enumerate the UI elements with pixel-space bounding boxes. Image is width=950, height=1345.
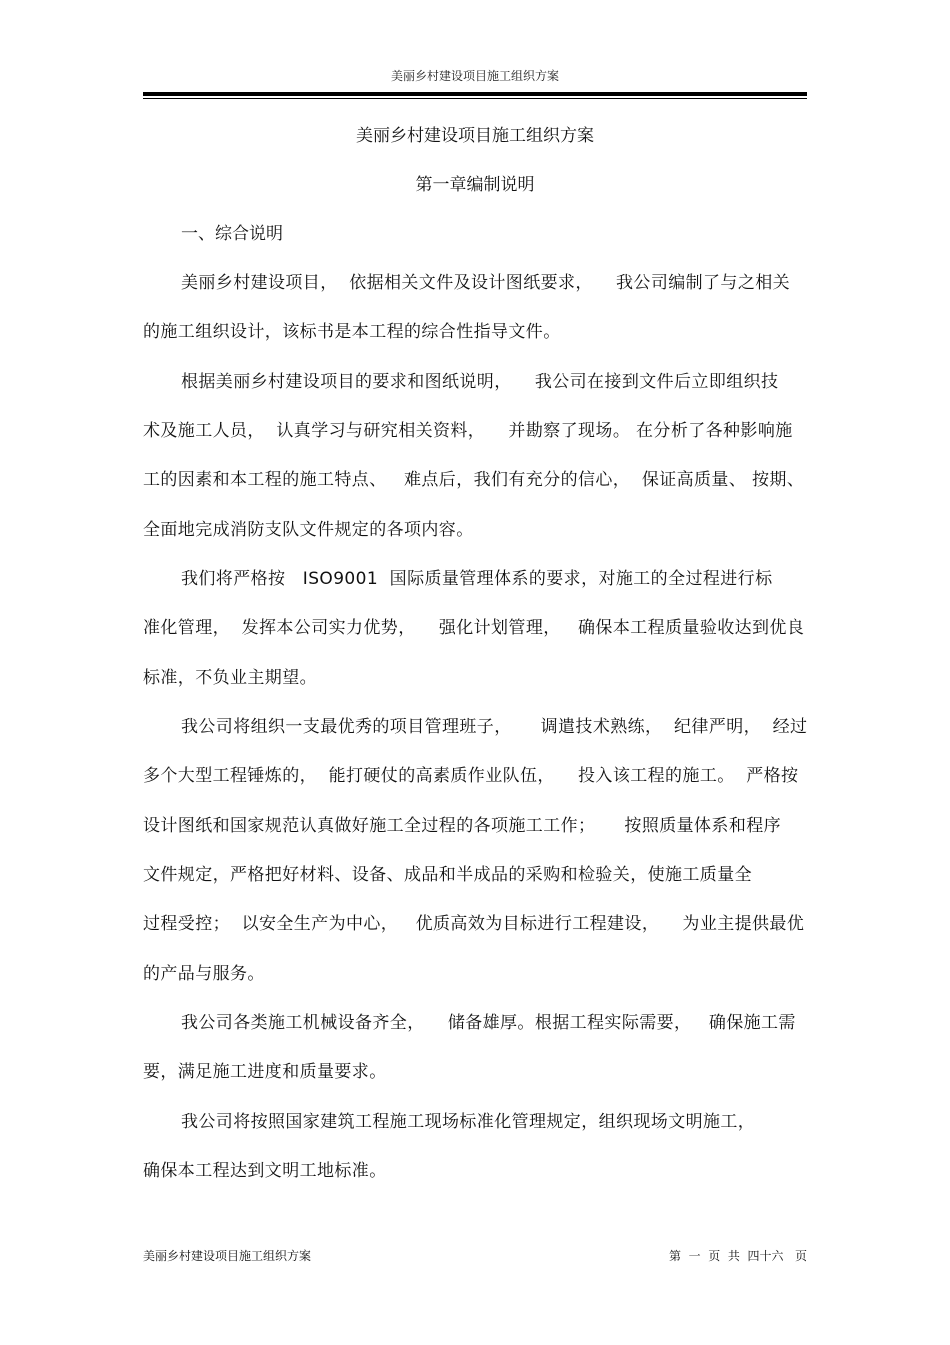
chapter-title: 第一章编制说明 [415, 175, 535, 195]
body-line: 根据美丽乡村建设项目的要求和图纸说明， 我公司在接到文件后立即组织技 [181, 372, 779, 392]
body-line: 要，满足施工进度和质量要求。 [143, 1062, 387, 1082]
body-line: 全面地完成消防支队文件规定的各项内容。 [143, 520, 474, 540]
body-line: 设计图纸和国家规范认真做好施工全过程的各项施工工作； 按照质量体系和程序 [143, 816, 782, 836]
body-line: 多个大型工程锤炼的， 能打硬仗的高素质作业队伍， 投入该工程的施工。 严格按 [143, 766, 799, 786]
body-line: 我公司将按照国家建筑工程施工现场标准化管理规定，组织现场文明施工， [181, 1112, 756, 1132]
footer-page-number: 第 一 页 共 四十六 页 [669, 1249, 807, 1263]
body-line: 的施工组织设计，该标书是本工程的综合性指导文件。 [143, 322, 561, 342]
body-line: 确保本工程达到文明工地标准。 [143, 1161, 387, 1181]
body-line: 准化管理， 发挥本公司实力优势， 强化计划管理， 确保本工程质量验收达到优良 [143, 618, 805, 638]
section-heading: 一、综合说明 [181, 224, 283, 244]
footer-title: 美丽乡村建设项目施工组织方案 [143, 1249, 312, 1263]
body-line: 的产品与服务。 [143, 964, 265, 984]
body-line: 工的因素和本工程的施工特点、 难点后，我们有充分的信心， 保证高质量、 按期、 [143, 470, 805, 490]
body-line: 美丽乡村建设项目， 依据相关文件及设计图纸要求， 我公司编制了与之相关 [181, 273, 791, 293]
header-rule-thin [143, 98, 807, 99]
body-line: 我公司各类施工机械设备齐全， 储备雄厚。根据工程实际需要， 确保施工需 [181, 1013, 796, 1033]
body-line: 标准，不负业主期望。 [143, 668, 317, 688]
header-rule-thick [143, 92, 807, 96]
running-header: 美丽乡村建设项目施工组织方案 [390, 69, 559, 83]
body-line: 我们将严格按 ISO9001 国际质量管理体系的要求，对施工的全过程进行标 [181, 569, 773, 589]
document-title: 美丽乡村建设项目施工组织方案 [356, 126, 594, 146]
body-line: 我公司将组织一支最优秀的项目管理班子， 调遣技术熟练， 纪律严明， 经过 [181, 717, 808, 737]
body-line: 术及施工人员， 认真学习与研究相关资料， 并勘察了现场。 在分析了各种影响施 [143, 421, 793, 441]
body-line: 过程受控； 以安全生产为中心， 优质高效为目标进行工程建设， 为业主提供最优 [143, 914, 805, 934]
body-line: 文件规定，严格把好材料、设备、成品和半成品的采购和检验关，使施工质量全 [143, 865, 752, 885]
